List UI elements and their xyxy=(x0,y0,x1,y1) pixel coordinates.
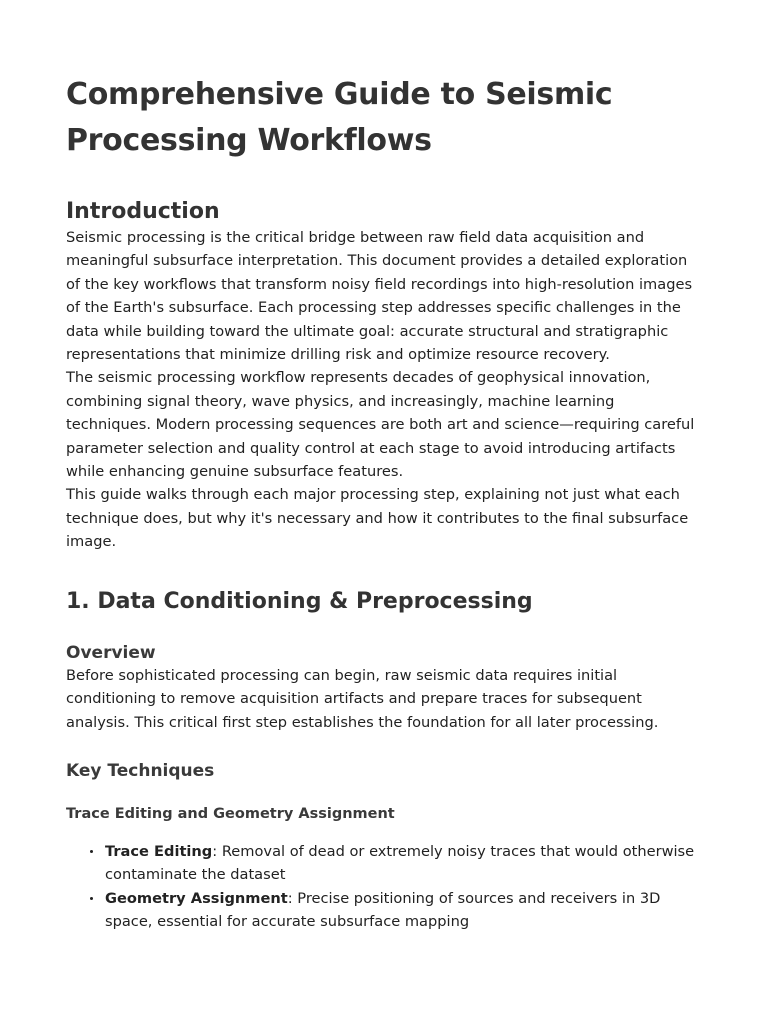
trace-editing-geometry-heading: Trace Editing and Geometry Assignment xyxy=(66,805,395,822)
key-techniques-heading: Key Techniques xyxy=(66,760,215,781)
document-title: Comprehensive Guide to Seismic Processing Workflows xyxy=(66,77,613,158)
bullet-icon xyxy=(90,897,93,900)
introduction-paragraph-1: Seismic processing is the critical bridge between raw field data acquisition and meaningful subsurface interpretation. This document provides a detailed exploration of the key workflows that transform noisy field recordings into high-resolution images of the Earth's subsurface. Each processing step addresses specific challenges in the data while building toward the ultimate goal: accurate structural and stratigraphic representations that minimize drilling risk and optimize resource recovery. xyxy=(66,229,693,364)
overview-heading: Overview xyxy=(66,642,156,663)
introduction-paragraph-2: The seismic processing workflow represents decades of geophysical innovation, combining signal theory, wave physics, and increasingly, machine learning techniques. Modern processing sequences are both art and science—requiring careful parameter selection and quality control at each stage to avoid introducing artifacts while enhancing genuine subsurface features. xyxy=(66,369,695,481)
list-item-term: Trace Editing xyxy=(105,842,213,860)
introduction-paragraph-3: This guide walks through each major processing step, explaining not just what each technique does, but why it's necessary and how it contributes to the final subsurface image. xyxy=(66,486,689,551)
list-item xyxy=(105,840,702,887)
introduction-heading: Introduction xyxy=(66,199,220,224)
list-item-text: : Precise positioning of sources and receivers in 3D space, essential for accurate subsurface mapping xyxy=(105,889,661,931)
list-item xyxy=(105,887,702,934)
bullet-icon xyxy=(90,850,93,853)
overview-paragraph: Before sophisticated processing can begin, raw seismic data requires initial conditioning to remove acquisition artifacts and prepare traces for subsequent analysis. This critical first step establishes the foundation for all later processing. xyxy=(66,666,659,731)
key-techniques-list xyxy=(66,840,702,934)
section-1-heading: 1. Data Conditioning & Preprocessing xyxy=(66,588,533,614)
list-item-text: : Removal of dead or extremely noisy traces that would otherwise contaminate the dataset xyxy=(105,842,695,884)
list-item-term: Geometry Assignment xyxy=(105,889,288,907)
